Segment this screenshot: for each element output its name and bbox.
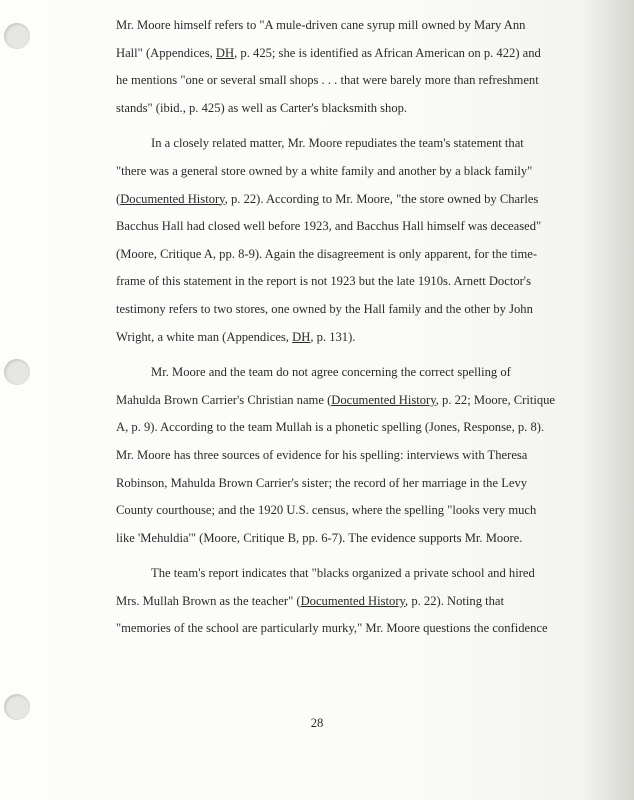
- text-line: [116, 12, 578, 40]
- text-line: [116, 442, 578, 470]
- text-span: Mahulda Brown Carrier's Christian name (: [116, 392, 332, 407]
- underlined-citation: DH: [215, 45, 235, 60]
- text-span: , p. 425; she is identified as African American on p. 422) and: [234, 45, 541, 60]
- text-line: [116, 560, 578, 588]
- paragraph: [116, 12, 578, 122]
- text-span: Mr. Moore has three sources of evidence for his spelling: interviews with Theresa: [116, 447, 528, 462]
- text-line: [116, 497, 578, 525]
- text-line: [116, 268, 578, 296]
- text-line: [116, 359, 578, 387]
- text-line: [116, 67, 578, 95]
- text-line: [116, 130, 578, 158]
- text-line: [116, 296, 578, 324]
- text-line: [116, 615, 578, 643]
- text-span: frame of this statement in the report is not 1923 but the late 1910s. Arnett Doctor's: [116, 274, 531, 289]
- text-span: "there was a general store owned by a white family and another by a black family": [116, 163, 533, 178]
- text-line: [116, 525, 578, 553]
- text-line: [116, 470, 578, 498]
- paragraph-gap: [116, 351, 578, 359]
- text-span: testimony refers to two stores, one owned by the Hall family and the other by John: [116, 301, 533, 316]
- text-span: Hall" (Appendices,: [116, 45, 216, 60]
- text-line: [116, 158, 578, 186]
- text-line: [116, 213, 578, 241]
- text-span: , p. 22; Moore, Critique: [435, 392, 556, 407]
- text-span: Robinson, Mahulda Brown Carrier's sister; the record of her marriage in the Levy: [116, 475, 528, 490]
- text-line: (Documented History, p. 22). According to Mr. Moore, "the store owned by Charles: [116, 191, 539, 206]
- paragraph: [116, 130, 578, 351]
- paragraph-gap: [116, 552, 578, 560]
- text-span: "memories of the school are particularly murky," Mr. Moore questions the confidence: [116, 621, 548, 636]
- text-span: County courthouse; and the 1920 U.S. census, where the spelling "looks very much: [116, 503, 537, 518]
- paragraph-gap: [116, 122, 578, 130]
- text-span: like 'Mehuldia'" (Moore, Critique B, pp. 6-7). The evidence supports Mr. Moore.: [116, 530, 523, 545]
- text-line: [116, 40, 578, 68]
- text-span: , p. 22). Noting that: [405, 593, 505, 608]
- underlined-citation: Documented History: [300, 593, 406, 608]
- text-line: [116, 387, 578, 415]
- underlined-citation: Documented History: [120, 191, 225, 206]
- text-span: (Moore, Critique A, pp. 8-9). Again the disagreement is only apparent, for the time-: [116, 246, 538, 261]
- text-span: Bacchus Hall had closed well before 1923, and Bacchus Hall himself was deceased": [116, 219, 542, 234]
- page-number: 28: [310, 716, 324, 730]
- text-span: , p. 22). According to Mr. Moore, "the store owned by Charles: [224, 191, 539, 206]
- text-span: A, p. 9). According to the team Mullah is a phonetic spelling (Jones, Response, p. 8).: [116, 420, 545, 435]
- binder-hole: [4, 23, 30, 49]
- text-line: [116, 95, 578, 123]
- body-text: [116, 12, 578, 643]
- text-span: Wright, a white man (Appendices,: [116, 329, 293, 344]
- text-span: Mr. Moore and the team do not agree concerning the correct spelling of: [151, 365, 511, 380]
- paragraph: [116, 560, 578, 643]
- text-span: In a closely related matter, Mr. Moore repudiates the team's statement that: [151, 136, 524, 151]
- text-line: [116, 324, 578, 352]
- text-line: [116, 414, 578, 442]
- underlined-citation: DH: [292, 329, 311, 344]
- text-line: [116, 588, 578, 616]
- underlined-citation: Documented History: [331, 392, 436, 407]
- paragraph: [116, 359, 578, 552]
- text-span: stands" (ibid., p. 425) as well as Carter's blacksmith shop.: [116, 100, 408, 115]
- text-span: Mr. Moore himself refers to "A mule-driven cane syrup mill owned by Mary Ann: [116, 18, 526, 32]
- text-span: The team's report indicates that "blacks organized a private school and hired: [151, 566, 535, 581]
- binder-hole: [4, 359, 30, 385]
- text-span: , p. 131).: [310, 329, 356, 344]
- text-line: [116, 241, 578, 269]
- text-span: he mentions "one or several small shops . . . that were barely more than refreshment: [116, 73, 539, 88]
- text-span: Mrs. Mullah Brown as the teacher" (: [116, 593, 301, 608]
